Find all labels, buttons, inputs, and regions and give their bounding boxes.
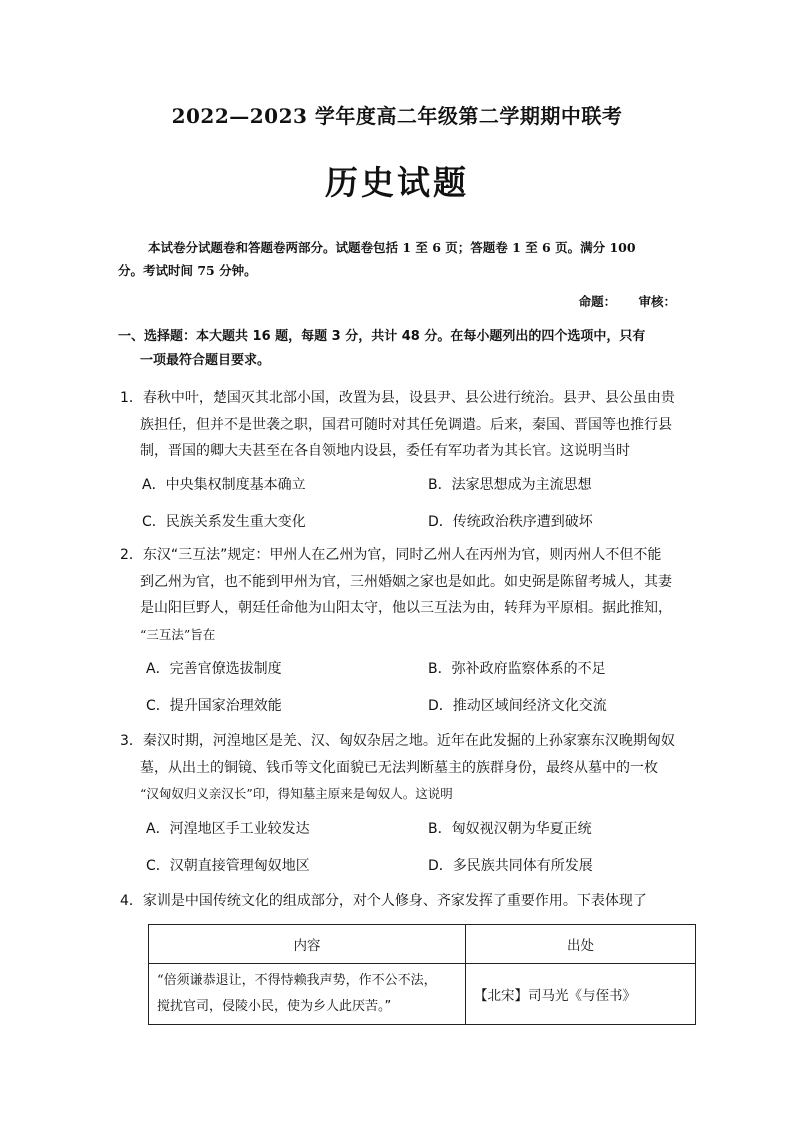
section-heading-line-2: 一项最符合题目要求。 [140,353,271,368]
q2-option-b[interactable]: B．弥补政府监察体系的不足 [428,661,606,677]
reviewer-label: 审核： [638,294,676,309]
cell-line: “倍须谦恭退让，不得恃赖我声势，作不公不法， [157,973,437,988]
q1-option-d[interactable]: D．传统政治秩序遭到破坏 [428,514,593,530]
question-2 [120,542,680,648]
authors-line [575,292,676,310]
question-line: “汉匈奴归义亲汉长”印，得知墓主原来是匈奴人。这说明 [140,786,453,801]
section-heading [118,325,678,373]
q1-option-a[interactable]: A．中央集权制度基本确立 [142,477,306,493]
question-line: 2．东汉“三互法”规定：甲州人在乙州为官，同时乙州人在丙州为官，则丙州人不但不能 [120,547,662,563]
question-3 [120,728,680,808]
q3-option-d[interactable]: D．多民族共同体有所发展 [428,858,593,874]
instructions-line-2: 分。考试时间 75 分钟。 [118,263,257,278]
exam-title: 2022—2023 学年度高二年级第二学期期中联考 [171,104,623,128]
question-line: “三互法”旨在 [140,626,216,642]
question-line: 4．家训是中国传统文化的组成部分，对个人修身、齐家发挥了重要作用。下表体现了 [120,893,647,909]
question-line: 制，晋国的卿大夫甚至在各自领地内设县，委任有军功者为其长官。这说明当时 [140,443,630,459]
exam-subject-title: 历史试题 [325,163,469,202]
question-line: 1．春秋中叶，楚国灭其北部小国，改置为县，设县尹、县公进行统治。县尹、县公虽由贵 [120,390,675,406]
instructions-line-1: 本试卷分试题卷和答题卷两部分。试题卷包括 1 至 6 页；答题卷 1 至 6 页。满分 100 [148,240,636,255]
q3-option-c[interactable]: C．汉朝直接管理匈奴地区 [146,858,310,874]
table-header-row [149,925,696,964]
q2-option-d[interactable]: D．推动区域间经济文化交流 [428,698,607,714]
question-line: 到乙州为官，也不能到甲州为官，三州婚姻之家也是如此。如史弼是陈留考城人，其妻 [140,573,672,590]
table-cell-content [149,964,466,1025]
family-precepts-table [148,924,696,1025]
question-line: 墓，从出土的铜镜、钱币等文化面貌已无法判断墓主的族群身份，最终从墓中的一枚 [140,759,658,776]
q1-option-c[interactable]: C．民族关系发生重大变化 [142,514,306,530]
exam-instructions [118,236,678,282]
question-line: 族担任，但并不是世袭之职，国君可随时对其任免调遣。后来，秦国、晋国等也推行县 [140,416,672,433]
q3-option-a[interactable]: A．河湟地区手工业较发达 [146,821,310,837]
section-heading-line-1: 一、选择题：本大题共 16 题，每题 3 分，共计 48 分。在每小题列出的四个选项中，只有 [118,329,646,344]
table-header-source: 出处 [466,925,696,964]
table-cell-source: 【北宋】司马光《与侄书》 [466,964,696,1025]
q2-option-a[interactable]: A．完善官僚选拔制度 [146,661,282,677]
q3-option-b[interactable]: B．匈奴视汉朝为华夏正统 [428,821,592,837]
question-line: 是山阳巨野人，朝廷任命他为山阳太守，他以三互法为由，转拜为平原相。据此推知， [140,600,672,616]
question-1 [120,385,680,465]
table-row [149,964,696,1025]
q1-option-b[interactable]: B．法家思想成为主流思想 [428,477,592,493]
question-4 [120,888,680,915]
question-line: 3．秦汉时期，河湟地区是羌、汉、匈奴杂居之地。近年在此发掘的上孙家寨东汉晚期匈奴 [120,733,675,749]
q2-option-c[interactable]: C．提升国家治理效能 [146,698,282,714]
proposer-label: 命题： [578,294,617,309]
table-header-content: 内容 [149,925,466,964]
cell-line: 搅扰官司，侵陵小民，使为乡人此厌苦。” [157,999,392,1014]
